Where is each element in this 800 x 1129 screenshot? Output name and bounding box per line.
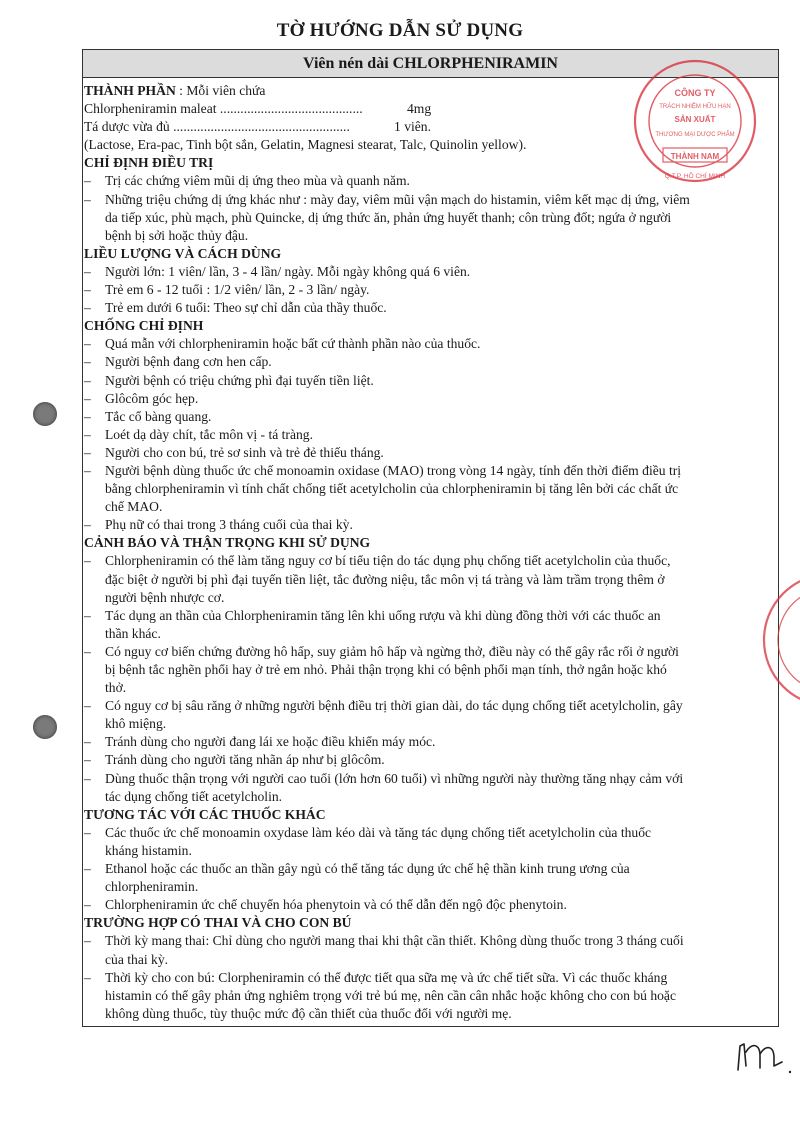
- pregnancy-item-line: không dùng thuốc, tùy thuộc mức độ cần thiết của thuốc đối với người mẹ.: [105, 1005, 512, 1021]
- interactions-list: [84, 824, 749, 914]
- dosage-item: [84, 263, 749, 281]
- pregnancy-list: [84, 932, 749, 1022]
- company-stamp: [630, 56, 760, 186]
- interactions-item-line: chlorpheniramin.: [105, 879, 199, 895]
- leaflet-body: [84, 82, 749, 1023]
- interactions-item: [84, 896, 749, 914]
- pregnancy-item-line: – Thời kỳ mang thai: Chỉ dùng cho người mang thai khi thật cần thiết. Không dùng thuốc trong 3 tháng cuối: [105, 933, 684, 949]
- active-ingredient-name: Chlorpheniramin maleat: [84, 101, 217, 117]
- dosage-item-line: – Trẻ em 6 - 12 tuổi : 1/2 viên/ lần, 2 - 3 lần/ ngày.: [105, 282, 370, 298]
- dosage-heading: LIỀU LƯỢNG VÀ CÁCH DÙNG: [84, 245, 282, 261]
- indications-item-line: da tiếp xúc, phù mạch, phù Quincke, dị ứng thức ăn, phản ứng huyết thanh; côn trùng đốt; ngứa ở người: [105, 209, 672, 225]
- indications-heading: CHỈ ĐỊNH ĐIỀU TRỊ: [84, 155, 214, 171]
- indications-item-line: – Trị các chứng viêm mũi dị ứng theo mùa và quanh năm.: [105, 173, 410, 189]
- document-title: TỜ HƯỚNG DẪN SỬ DỤNG: [276, 20, 524, 41]
- contraindications-item-line: – Người bệnh dùng thuốc ức chế monoamin oxidase (MAO) trong vòng 14 ngày, tính đến thời điểm điều trị: [105, 462, 682, 478]
- contraindications-item-line: – Glôcôm góc hẹp.: [105, 390, 199, 406]
- contraindications-heading: CHỐNG CHỈ ĐỊNH: [84, 318, 204, 334]
- warnings-heading: CẢNH BÁO VÀ THẬN TRỌNG KHI SỬ DỤNG: [84, 535, 371, 551]
- contraindications-item: [84, 408, 749, 426]
- contraindications-item-line: – Loét dạ dày chít, tắc môn vị - tá tràng.: [105, 426, 313, 442]
- interactions-item: [84, 824, 749, 860]
- warnings-item: [84, 607, 749, 643]
- dosage-list: [84, 263, 749, 317]
- warnings-item-line: tác dụng chống tiết acetylcholin.: [105, 788, 283, 804]
- indications-item: [84, 191, 749, 245]
- interactions-item: [84, 860, 749, 896]
- pregnancy-item: [84, 969, 749, 1023]
- contraindications-item: [84, 372, 749, 390]
- stamp-line4: THƯƠNG MẠI DƯỢC PHẨM: [655, 132, 735, 138]
- interactions-heading: TƯƠNG TÁC VỚI CÁC THUỐC KHÁC: [84, 806, 326, 822]
- warnings-item: [84, 643, 749, 697]
- punch-hole: [33, 402, 57, 426]
- contraindications-item: [84, 426, 749, 444]
- punch-hole: [33, 715, 57, 739]
- warnings-item-line: – Tránh dùng cho người đang lái xe hoặc điều khiển máy móc.: [105, 734, 436, 750]
- stamp-line3: SẢN XUẤT: [674, 115, 716, 124]
- excipient-name: Tá dược vừa đủ: [84, 119, 170, 135]
- stamp-ring-text: Q.T.P. HỒ CHÍ MINH: [664, 173, 726, 180]
- contraindications-item-line: bằng chlorpheniramin vì tính chất chống tiết acetylcholin của chlorpheniramin bị tăng lên bởi các chất ức: [105, 481, 679, 497]
- excipient-list: (Lactose, Era-pac, Tinh bột sắn, Gelatin, Magnesi stearat, Talc, Quinolin yellow).: [84, 137, 527, 153]
- interactions-item-line: – Chlorpheniramin ức chế chuyển hóa phenytoin và có thể dẫn đến ngộ độc phenytoin.: [105, 897, 567, 913]
- pregnancy-item-line: của thai kỳ.: [105, 951, 169, 967]
- warnings-item: [84, 552, 749, 606]
- warnings-item-line: – Tác dụng an thần của Chlorpheniramin tăng lên khi uống rượu và khi dùng đồng thời với các thuốc an: [105, 607, 661, 623]
- product-name-bar: Viên nén dài CHLORPHENIRAMIN: [82, 49, 779, 78]
- contraindications-item-line: – Người bệnh đang cơn hen cấp.: [105, 354, 272, 370]
- handwritten-initials: [730, 1038, 800, 1078]
- warnings-item-line: người bệnh nhược cơ.: [105, 589, 225, 605]
- contraindications-item: [84, 444, 749, 462]
- indications-item-line: bệnh bị sởi hoặc thủy đậu.: [105, 227, 249, 243]
- leader-dots: ....................................................: [169, 119, 350, 135]
- contraindications-item-line: chế MAO.: [105, 499, 163, 515]
- pregnancy-heading: TRƯỜNG HỢP CÓ THAI VÀ CHO CON BÚ: [84, 915, 352, 931]
- warnings-item-line: thở.: [105, 680, 127, 696]
- warnings-item-line: – Dùng thuốc thận trọng với người cao tuổi (lớn hơn 60 tuổi) vì những người này thường tăng nhạy cảm với: [105, 770, 684, 786]
- pregnancy-item-line: – Thời kỳ cho con bú: Clorpheniramin có thể được tiết qua sữa mẹ và ức chế tiết sữa. Vì các thuốc kháng: [105, 969, 668, 985]
- active-ingredient-amount: 4mg: [407, 101, 432, 117]
- interactions-item-line: kháng histamin.: [105, 842, 192, 858]
- contraindications-item: [84, 390, 749, 408]
- interactions-item-line: – Ethanol hoặc các thuốc an thần gây ngủ có thể tăng tác dụng ức chế hệ thần kinh trung ương của: [105, 861, 630, 877]
- dosage-item: [84, 299, 749, 317]
- warnings-item: [84, 697, 749, 733]
- contraindications-item: [84, 353, 749, 371]
- dosage-item-line: – Người lớn: 1 viên/ lần, 3 - 4 lần/ ngày. Mỗi ngày không quá 6 viên.: [105, 263, 471, 279]
- warnings-item-line: khô miệng.: [105, 716, 167, 732]
- leader-dots: ..........................................: [216, 101, 363, 117]
- warnings-item: [84, 770, 749, 806]
- dosage-item: [84, 281, 749, 299]
- stamp-line1: CÔNG TY: [674, 88, 716, 98]
- contraindications-list: [84, 335, 749, 534]
- composition-intro-text: : Mỗi viên chứa: [175, 83, 266, 98]
- contraindications-item: [84, 335, 749, 353]
- warnings-list: [84, 552, 749, 805]
- warnings-item-line: thần khác.: [105, 625, 161, 641]
- warnings-item-line: – Chlorpheniramin có thể làm tăng nguy cơ bí tiểu tiện do tác dụng phụ chống tiết acetylcholin của thuốc,: [105, 553, 671, 569]
- contraindications-item-line: – Phụ nữ có thai trong 3 tháng cuối của thai kỳ.: [105, 517, 353, 533]
- warnings-item: [84, 751, 749, 769]
- warnings-item-line: đặc biệt ở người bị phì đại tuyến tiền liệt, tắc đường niệu, tắc môn vị tá tràng và làm trầm trọng thêm ở: [105, 571, 665, 587]
- warnings-item-line: bị bệnh tắc nghẽn phổi hay ở trẻ em nhỏ. Phải thận trọng khi có bệnh phổi mạn tính, thở ngắn hoặc khó: [105, 662, 667, 677]
- dosage-item-line: – Trẻ em dưới 6 tuổi: Theo sự chỉ dẫn của thầy thuốc.: [105, 300, 387, 316]
- composition-heading: THÀNH PHẦN: [84, 83, 176, 98]
- excipient-amount: 1 viên.: [394, 119, 431, 135]
- contraindications-item-line: – Người bệnh có triệu chứng phì đại tuyến tiền liệt.: [105, 372, 374, 388]
- warnings-item-line: – Có nguy cơ bị sâu răng ở những người bệnh điều trị thời gian dài, do tác dụng chống tiết acetylcholin, gây: [105, 698, 683, 714]
- warnings-item: [84, 733, 749, 751]
- stamp-line2: TRÁCH NHIỆM HỮU HẠN: [659, 104, 731, 110]
- contraindications-item: [84, 516, 749, 534]
- contraindications-item-line: – Quá mẫn với chlorpheniramin hoặc bất cứ thành phần nào của thuốc.: [105, 336, 481, 352]
- contraindications-item: [84, 462, 749, 516]
- indications-item-line: – Những triệu chứng dị ứng khác như : mày đay, viêm mũi vận mạch do histamin, viêm kết mạc dị ứng, viêm: [105, 191, 690, 207]
- warnings-item-line: – Tránh dùng cho người tăng nhãn áp như bị glôcôm.: [105, 752, 385, 768]
- partial-stamp: [760, 560, 800, 720]
- warnings-item-line: – Có nguy cơ biến chứng đường hô hấp, suy giảm hô hấp và ngừng thở, điều này có thể gây rắc rối ở người: [105, 643, 679, 659]
- pregnancy-item: [84, 932, 749, 968]
- contraindications-item-line: – Người cho con bú, trẻ sơ sinh và trẻ đẻ thiếu tháng.: [105, 444, 384, 460]
- stamp-line5: THÀNH NAM: [670, 152, 720, 161]
- interactions-item-line: – Các thuốc ức chế monoamin oxydase làm kéo dài và tăng tác dụng chống tiết acetylcholin của thuốc: [105, 824, 652, 840]
- pregnancy-item-line: histamin có thể gây phản ứng nghiêm trọng với trẻ bú mẹ, nên cần cân nhắc hoặc không cho con bú hoặc: [105, 987, 676, 1003]
- contraindications-item-line: – Tắc cổ bàng quang.: [105, 408, 212, 424]
